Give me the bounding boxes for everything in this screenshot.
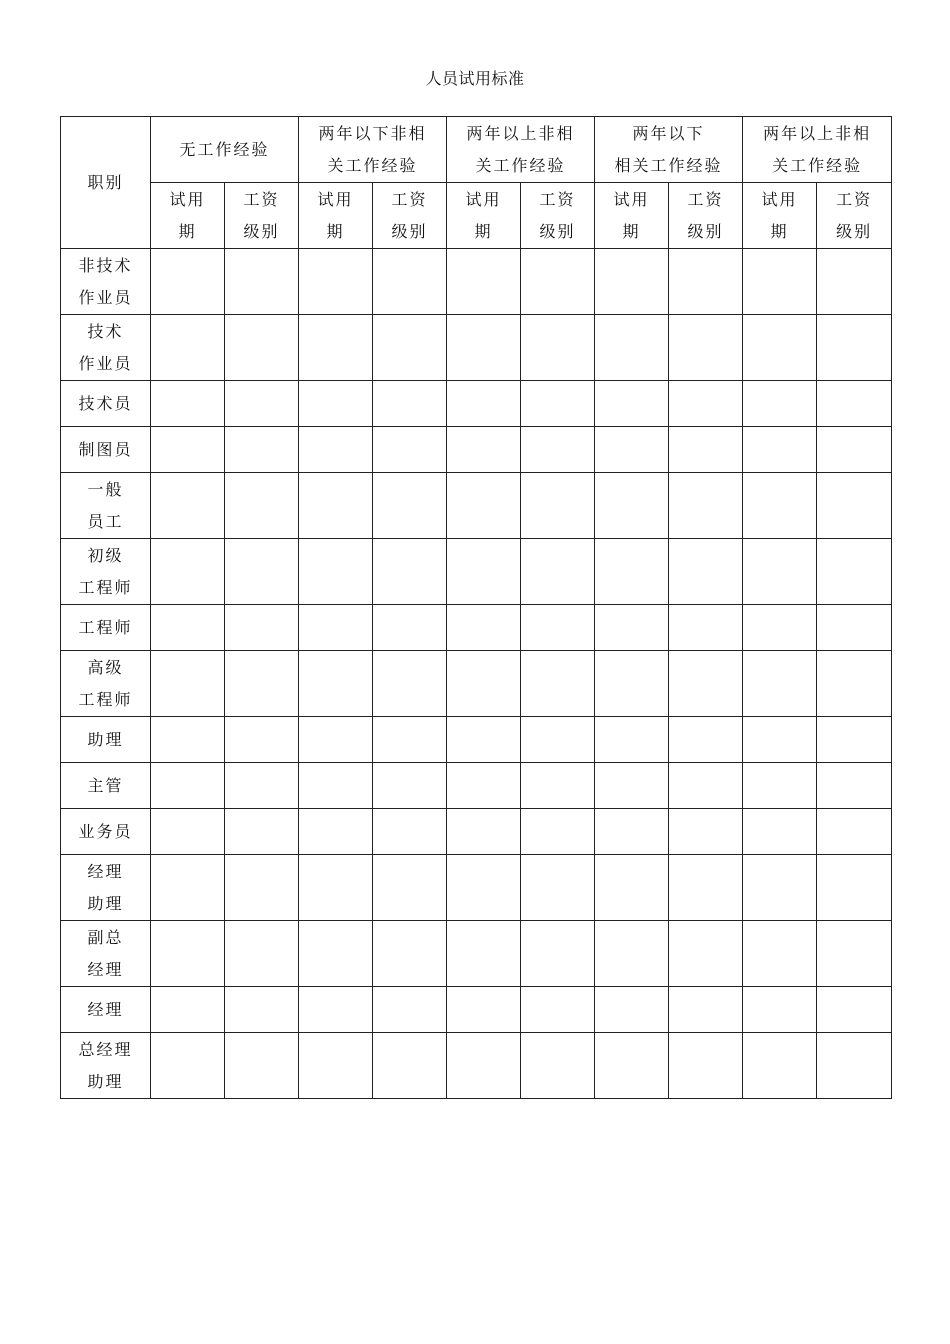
salary-grade-cell[interactable] (373, 921, 447, 987)
salary-grade-cell[interactable] (817, 855, 892, 921)
salary-grade-cell[interactable] (373, 987, 447, 1033)
trial-period-cell[interactable] (299, 381, 373, 427)
salary-grade-cell[interactable] (521, 921, 595, 987)
salary-grade-cell[interactable] (225, 855, 299, 921)
salary-grade-cell[interactable] (817, 1033, 892, 1099)
group-header-under-two-years-related: 两年以下 相关工作经验 (595, 117, 743, 183)
trial-period-cell[interactable] (447, 605, 521, 651)
salary-grade-cell[interactable] (817, 249, 892, 315)
trial-period-cell[interactable] (447, 651, 521, 717)
salary-grade-cell[interactable] (817, 427, 892, 473)
table-row (61, 921, 892, 987)
trial-period-cell[interactable] (151, 1033, 225, 1099)
salary-grade-cell[interactable] (669, 921, 743, 987)
trial-period-cell[interactable] (299, 651, 373, 717)
corner-header-job-title: 职别 (61, 117, 151, 249)
row-header-job-title: 副总 经理 (61, 921, 151, 987)
salary-grade-cell[interactable] (373, 651, 447, 717)
salary-grade-cell[interactable] (373, 605, 447, 651)
salary-grade-cell[interactable] (373, 717, 447, 763)
trial-period-cell[interactable] (743, 473, 817, 539)
trial-period-cell[interactable] (743, 763, 817, 809)
trial-period-cell[interactable] (447, 539, 521, 605)
salary-grade-cell[interactable] (373, 427, 447, 473)
salary-grade-cell[interactable] (521, 539, 595, 605)
salary-grade-cell[interactable] (225, 1033, 299, 1099)
row-header-job-title: 主管 (61, 763, 151, 809)
salary-grade-cell[interactable] (225, 539, 299, 605)
row-header-job-title: 总经理 助理 (61, 1033, 151, 1099)
table-row (61, 1033, 892, 1099)
salary-grade-cell[interactable] (817, 381, 892, 427)
trial-period-cell[interactable] (299, 809, 373, 855)
salary-grade-cell[interactable] (669, 763, 743, 809)
salary-grade-cell[interactable] (225, 473, 299, 539)
trial-period-cell[interactable] (299, 1033, 373, 1099)
salary-grade-cell[interactable] (521, 1033, 595, 1099)
salary-grade-cell[interactable] (225, 249, 299, 315)
salary-grade-cell[interactable] (817, 987, 892, 1033)
row-header-job-title: 助理 (61, 717, 151, 763)
salary-grade-cell[interactable] (521, 651, 595, 717)
salary-grade-cell[interactable] (817, 717, 892, 763)
salary-grade-cell[interactable] (817, 651, 892, 717)
trial-period-cell[interactable] (151, 427, 225, 473)
trial-period-cell[interactable] (595, 249, 669, 315)
salary-grade-cell[interactable] (225, 427, 299, 473)
salary-grade-cell[interactable] (373, 809, 447, 855)
trial-period-cell[interactable] (299, 249, 373, 315)
salary-grade-cell[interactable] (669, 1033, 743, 1099)
trial-period-cell[interactable] (595, 605, 669, 651)
trial-period-cell[interactable] (595, 717, 669, 763)
group-header-under-two-years-unrelated: 两年以下非相 关工作经验 (299, 117, 447, 183)
trial-period-cell[interactable] (595, 651, 669, 717)
salary-grade-cell[interactable] (669, 249, 743, 315)
row-header-job-title: 经理 助理 (61, 855, 151, 921)
salary-grade-cell[interactable] (373, 473, 447, 539)
row-header-job-title: 技术员 (61, 381, 151, 427)
salary-grade-cell[interactable] (521, 605, 595, 651)
salary-grade-cell[interactable] (373, 1033, 447, 1099)
trial-period-cell[interactable] (299, 539, 373, 605)
table-row (61, 987, 892, 1033)
salary-grade-cell[interactable] (669, 473, 743, 539)
trial-period-cell[interactable] (743, 717, 817, 763)
row-header-job-title: 技术 作业员 (61, 315, 151, 381)
salary-grade-cell[interactable] (521, 855, 595, 921)
table-row (61, 427, 892, 473)
trial-period-cell[interactable] (595, 427, 669, 473)
table-row (61, 473, 892, 539)
trial-period-cell[interactable] (447, 763, 521, 809)
salary-grade-cell[interactable] (521, 763, 595, 809)
row-header-job-title: 经理 (61, 987, 151, 1033)
trial-period-cell[interactable] (743, 987, 817, 1033)
trial-period-cell[interactable] (151, 717, 225, 763)
trial-period-cell[interactable] (151, 381, 225, 427)
salary-grade-cell[interactable] (373, 315, 447, 381)
trial-period-cell[interactable] (743, 315, 817, 381)
trial-period-cell[interactable] (299, 717, 373, 763)
trial-period-cell[interactable] (151, 809, 225, 855)
salary-grade-cell[interactable] (669, 427, 743, 473)
trial-period-cell[interactable] (595, 763, 669, 809)
row-header-job-title: 业务员 (61, 809, 151, 855)
trial-period-cell[interactable] (447, 427, 521, 473)
subheader-trial-period: 试用 期 (299, 183, 373, 249)
subheader-trial-period: 试用 期 (447, 183, 521, 249)
trial-period-cell[interactable] (743, 539, 817, 605)
subheader-trial-period: 试用 期 (151, 183, 225, 249)
row-header-job-title: 初级 工程师 (61, 539, 151, 605)
trial-period-cell[interactable] (595, 539, 669, 605)
table-row (61, 809, 892, 855)
trial-period-cell[interactable] (151, 651, 225, 717)
salary-grade-cell[interactable] (669, 987, 743, 1033)
salary-grade-cell[interactable] (225, 605, 299, 651)
trial-period-cell[interactable] (151, 539, 225, 605)
trial-period-cell[interactable] (151, 763, 225, 809)
row-header-job-title: 工程师 (61, 605, 151, 651)
salary-grade-cell[interactable] (521, 381, 595, 427)
salary-grade-cell[interactable] (373, 855, 447, 921)
trial-period-cell[interactable] (447, 249, 521, 315)
salary-grade-cell[interactable] (373, 381, 447, 427)
salary-grade-cell[interactable] (225, 315, 299, 381)
trial-period-cell[interactable] (743, 427, 817, 473)
salary-grade-cell[interactable] (521, 717, 595, 763)
trial-period-cell[interactable] (447, 473, 521, 539)
header-row-groups (61, 117, 892, 183)
trial-period-cell[interactable] (151, 921, 225, 987)
table-row (61, 315, 892, 381)
subheader-trial-period: 试用 期 (743, 183, 817, 249)
salary-grade-cell[interactable] (373, 539, 447, 605)
row-header-job-title: 制图员 (61, 427, 151, 473)
salary-grade-cell[interactable] (373, 249, 447, 315)
trial-period-cell[interactable] (151, 249, 225, 315)
trial-period-cell[interactable] (447, 809, 521, 855)
document-title: 人员试用标准 (425, 69, 525, 88)
group-header-no-experience: 无工作经验 (151, 117, 299, 183)
salary-grade-cell[interactable] (521, 427, 595, 473)
salary-grade-cell[interactable] (817, 763, 892, 809)
trial-period-cell[interactable] (151, 605, 225, 651)
table-row (61, 763, 892, 809)
trial-period-cell[interactable] (595, 987, 669, 1033)
salary-grade-cell[interactable] (373, 763, 447, 809)
trial-period-cell[interactable] (595, 855, 669, 921)
subheader-trial-period: 试用 期 (595, 183, 669, 249)
salary-grade-cell[interactable] (521, 809, 595, 855)
trial-period-cell[interactable] (299, 605, 373, 651)
trial-period-cell[interactable] (151, 987, 225, 1033)
salary-grade-cell[interactable] (817, 539, 892, 605)
row-header-job-title: 非技术 作业员 (61, 249, 151, 315)
table-row (61, 717, 892, 763)
group-header-over-two-years-unrelated: 两年以上非相 关工作经验 (447, 117, 595, 183)
subheader-salary-grade: 工资 级别 (225, 183, 299, 249)
subheader-salary-grade: 工资 级别 (817, 183, 892, 249)
salary-grade-cell[interactable] (817, 921, 892, 987)
trial-period-cell[interactable] (151, 315, 225, 381)
trial-period-cell[interactable] (743, 249, 817, 315)
trial-period-cell[interactable] (743, 855, 817, 921)
salary-grade-cell[interactable] (817, 809, 892, 855)
salary-grade-cell[interactable] (225, 717, 299, 763)
salary-grade-cell[interactable] (521, 473, 595, 539)
salary-grade-cell[interactable] (225, 987, 299, 1033)
subheader-salary-grade: 工资 级别 (373, 183, 447, 249)
salary-grade-cell[interactable] (669, 539, 743, 605)
trial-period-cell[interactable] (595, 921, 669, 987)
trial-period-cell[interactable] (299, 763, 373, 809)
trial-period-cell[interactable] (299, 921, 373, 987)
salary-grade-cell[interactable] (669, 717, 743, 763)
salary-grade-cell[interactable] (817, 473, 892, 539)
trial-period-cell[interactable] (447, 315, 521, 381)
salary-grade-cell[interactable] (669, 809, 743, 855)
trial-period-cell[interactable] (299, 855, 373, 921)
subheader-salary-grade: 工资 级别 (669, 183, 743, 249)
trial-period-cell[interactable] (151, 473, 225, 539)
salary-grade-cell[interactable] (669, 315, 743, 381)
trial-period-cell[interactable] (447, 717, 521, 763)
trial-period-cell[interactable] (595, 473, 669, 539)
salary-grade-cell[interactable] (669, 651, 743, 717)
salary-grade-cell[interactable] (669, 381, 743, 427)
table-row (61, 855, 892, 921)
trial-period-cell[interactable] (447, 921, 521, 987)
salary-grade-cell[interactable] (225, 809, 299, 855)
subheader-salary-grade: 工资 级别 (521, 183, 595, 249)
trial-period-cell[interactable] (299, 987, 373, 1033)
trial-period-cell[interactable] (743, 809, 817, 855)
trial-period-cell[interactable] (447, 855, 521, 921)
salary-grade-cell[interactable] (225, 381, 299, 427)
salary-grade-cell[interactable] (225, 921, 299, 987)
trial-period-cell[interactable] (447, 381, 521, 427)
salary-grade-cell[interactable] (521, 987, 595, 1033)
header-row-subheaders (61, 183, 892, 249)
row-header-job-title: 高级 工程师 (61, 651, 151, 717)
trial-standard-table (60, 116, 892, 1099)
trial-period-cell[interactable] (743, 651, 817, 717)
trial-period-cell[interactable] (151, 855, 225, 921)
trial-period-cell[interactable] (299, 473, 373, 539)
group-header-over-two-years-unrelated-2: 两年以上非相 关工作经验 (743, 117, 892, 183)
trial-period-cell[interactable] (595, 809, 669, 855)
trial-period-cell[interactable] (595, 381, 669, 427)
table-row (61, 249, 892, 315)
salary-grade-cell[interactable] (521, 315, 595, 381)
table-row (61, 381, 892, 427)
trial-period-cell[interactable] (595, 315, 669, 381)
trial-period-cell[interactable] (743, 381, 817, 427)
salary-grade-cell[interactable] (225, 763, 299, 809)
table-row (61, 651, 892, 717)
trial-period-cell[interactable] (299, 315, 373, 381)
table-row (61, 605, 892, 651)
table-body (61, 117, 892, 1099)
table-row (61, 539, 892, 605)
salary-grade-cell[interactable] (669, 605, 743, 651)
trial-period-cell[interactable] (299, 427, 373, 473)
salary-grade-cell[interactable] (817, 605, 892, 651)
trial-period-cell[interactable] (447, 1033, 521, 1099)
salary-grade-cell[interactable] (225, 651, 299, 717)
trial-period-cell[interactable] (743, 921, 817, 987)
salary-grade-cell[interactable] (817, 315, 892, 381)
trial-period-cell[interactable] (743, 1033, 817, 1099)
salary-grade-cell[interactable] (521, 249, 595, 315)
trial-period-cell[interactable] (743, 605, 817, 651)
trial-period-cell[interactable] (595, 1033, 669, 1099)
salary-grade-cell[interactable] (669, 855, 743, 921)
trial-period-cell[interactable] (447, 987, 521, 1033)
row-header-job-title: 一般 员工 (61, 473, 151, 539)
